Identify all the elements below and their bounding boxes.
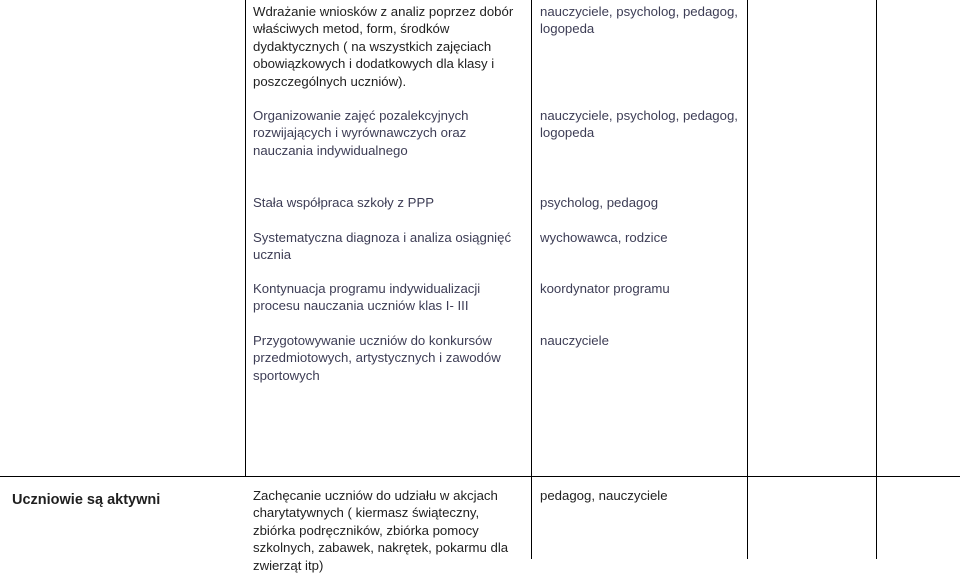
responsible-text: pedagog, nauczyciele [540, 488, 668, 503]
activity-text: Wdrażanie wniosków z analiz poprzez dobór właściwych metod, form, środków dydaktycznych ( na wszystkich zajęciach obowiązkowych i dodatkowych dla klasy i poszczególnych uczniów). [253, 4, 514, 89]
activity-text: Organizowanie zajęć pozalekcyjnych rozwijających i wyrównawczych oraz nauczania indywidualnego [253, 108, 469, 158]
activity-text: Stała współpraca szkoły z PPP [253, 195, 435, 210]
grid-line-h2 [245, 188, 531, 189]
grid-line-v1 [245, 0, 246, 476]
activity-text: Przygotowywanie uczniów do konkursów przedmiotowych, artystycznych i zawodów sportowych [253, 333, 501, 383]
responsible-text: nauczyciele [540, 333, 609, 348]
goal-label: Uczniowie są aktywni [12, 492, 161, 508]
responsible-text: psycholog, pedagog [540, 195, 659, 210]
activity-text: Systematyczna diagnoza i analiza osiągnięć ucznia [253, 230, 512, 263]
activity-text: Kontynuacja programu indywidualizacji procesu nauczania uczniów klas I- III [253, 281, 481, 314]
responsible-text: koordynator programu [540, 281, 670, 296]
responsible-text: nauczyciele, psycholog, pedagog, logopeda [540, 4, 738, 37]
responsible-text: nauczyciele, psycholog, pedagog, logopeda [540, 108, 738, 141]
activity-text: Zachęcanie uczniów do udziału w akcjach charytatywnych ( kiermasz świąteczny, zbiórka podręczników, zbiórka pomocy szkolnych, zabawek, nakrętek, pokarmu dla zwierząt itp) [253, 488, 509, 573]
responsible-text: wychowawca, rodzice [540, 230, 668, 245]
grid-line-h1 [0, 476, 960, 477]
